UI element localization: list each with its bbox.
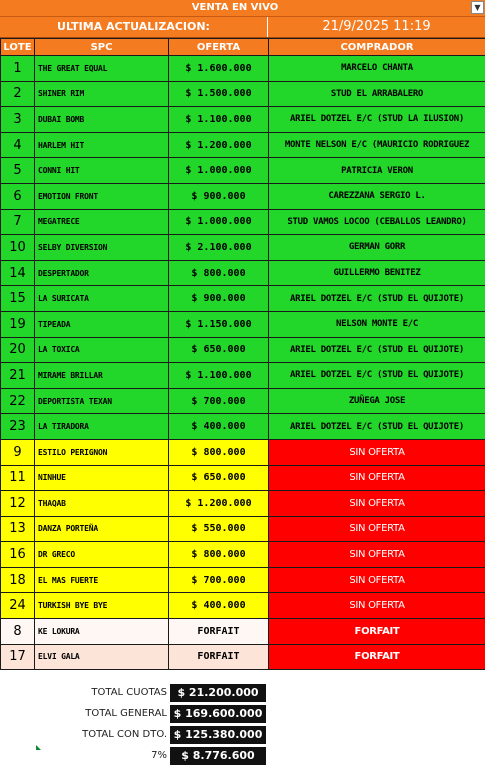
oferta-cell[interactable]: $ 2.100.000 [169, 235, 269, 261]
comprador-cell[interactable]: ARIEL DOTZEL E/C (STUD EL QUIJOTE) [269, 286, 485, 312]
lote-cell[interactable]: 12 [1, 491, 35, 517]
sales-table [0, 38, 485, 670]
total-cuotas-value[interactable]: $ 21.200.000 [170, 684, 266, 702]
table-row[interactable] [1, 286, 485, 312]
lote-cell[interactable]: 17 [1, 644, 35, 670]
lote-cell[interactable]: 21 [1, 363, 35, 389]
table-row[interactable] [1, 593, 485, 619]
lote-cell[interactable]: 8 [1, 619, 35, 645]
total-con-dto-value[interactable]: $ 125.380.000 [170, 726, 266, 744]
spc-cell[interactable]: ELVI GALA [35, 644, 169, 670]
lote-cell[interactable]: 6 [1, 183, 35, 209]
column-header-spc[interactable]: SPC [35, 39, 169, 56]
lote-cell[interactable]: 5 [1, 158, 35, 184]
spc-cell[interactable]: NINHUE [35, 465, 169, 491]
table-row[interactable] [1, 491, 485, 517]
totals-row [0, 683, 485, 703]
oferta-cell[interactable]: $ 1.000.000 [169, 158, 269, 184]
oferta-cell[interactable]: $ 400.000 [169, 414, 269, 440]
table-row[interactable] [1, 209, 485, 235]
lote-cell[interactable]: 10 [1, 235, 35, 261]
table-row[interactable] [1, 132, 485, 158]
table-row[interactable] [1, 311, 485, 337]
spc-cell[interactable]: CONNI HIT [35, 158, 169, 184]
lote-cell[interactable]: 3 [1, 107, 35, 133]
update-row [0, 17, 485, 38]
lote-cell[interactable]: 22 [1, 388, 35, 414]
spc-cell[interactable]: THAQAB [35, 491, 169, 517]
lote-cell[interactable]: 1 [1, 56, 35, 82]
total-cuotas-label: TOTAL CUOTAS [91, 687, 167, 698]
table-row[interactable] [1, 542, 485, 568]
table-row[interactable] [1, 81, 485, 107]
oferta-cell[interactable]: $ 800.000 [169, 260, 269, 286]
totals-row [0, 725, 485, 745]
oferta-cell[interactable]: $ 800.000 [169, 542, 269, 568]
table-row[interactable] [1, 107, 485, 133]
lote-cell[interactable]: 14 [1, 260, 35, 286]
spc-cell[interactable]: TIPEADA [35, 311, 169, 337]
total-con-dto-label: TOTAL CON DTO. [82, 729, 167, 740]
lote-cell[interactable]: 18 [1, 567, 35, 593]
spc-cell[interactable]: DR GRECO [35, 542, 169, 568]
table-row[interactable] [1, 235, 485, 261]
spc-cell[interactable]: ESTILO PERIGNON [35, 439, 169, 465]
table-row[interactable] [1, 439, 485, 465]
total-general-label: TOTAL GENERAL [85, 708, 167, 719]
table-row[interactable] [1, 465, 485, 491]
top-bar [0, 0, 485, 17]
comprador-cell[interactable]: MARCELO CHANTA [269, 56, 485, 82]
oferta-cell[interactable]: $ 700.000 [169, 567, 269, 593]
comprador-cell[interactable]: FORFAIT [269, 644, 485, 670]
oferta-cell[interactable]: $ 1.600.000 [169, 56, 269, 82]
table-row[interactable] [1, 158, 485, 184]
table-row[interactable] [1, 337, 485, 363]
comprador-cell[interactable]: FORFAIT [269, 619, 485, 645]
comprador-cell[interactable]: SIN OFERTA [269, 516, 485, 542]
comprador-cell[interactable]: ARIEL DOTZEL E/C (STUD LA ILUSION) [269, 107, 485, 133]
oferta-cell[interactable]: $ 900.000 [169, 183, 269, 209]
table-header-row [1, 39, 485, 56]
table-row[interactable] [1, 644, 485, 670]
spc-cell[interactable]: EL MAS FUERTE [35, 567, 169, 593]
comprador-cell[interactable]: GUILLERMO BENITEZ [269, 260, 485, 286]
percent-label: 7% [151, 750, 167, 761]
spc-cell[interactable]: LA TOXICA [35, 337, 169, 363]
chevron-down-icon[interactable]: ▼ [471, 1, 484, 14]
comprador-cell[interactable]: SIN OFERTA [269, 542, 485, 568]
comprador-cell[interactable]: GERMAN GORR [269, 235, 485, 261]
spc-cell[interactable]: DEPORTISTA TEXAN [35, 388, 169, 414]
oferta-cell[interactable]: FORFAIT [169, 644, 269, 670]
spc-cell[interactable]: LA TIRADORA [35, 414, 169, 440]
lote-cell[interactable]: 7 [1, 209, 35, 235]
spc-cell[interactable]: LA SURICATA [35, 286, 169, 312]
lote-cell[interactable]: 16 [1, 542, 35, 568]
comprador-cell[interactable]: SIN OFERTA [269, 567, 485, 593]
lote-cell[interactable]: 4 [1, 132, 35, 158]
comprador-cell[interactable]: ARIEL DOTZEL E/C (STUD EL QUIJOTE) [269, 363, 485, 389]
comprador-cell[interactable]: NELSON MONTE E/C [269, 311, 485, 337]
oferta-cell[interactable]: $ 1.200.000 [169, 132, 269, 158]
table-row[interactable] [1, 363, 485, 389]
percent-value[interactable]: $ 8.776.600 [170, 747, 266, 765]
oferta-cell[interactable]: $ 1.000.000 [169, 209, 269, 235]
comprador-cell[interactable]: ZUÑEGA JOSE [269, 388, 485, 414]
oferta-cell[interactable]: $ 650.000 [169, 337, 269, 363]
sheet-title: VENTA EN VIVO [191, 2, 279, 13]
oferta-cell[interactable]: $ 800.000 [169, 439, 269, 465]
lote-cell[interactable]: 19 [1, 311, 35, 337]
update-timestamp: 21/9/2025 11:19 [322, 19, 431, 34]
comprador-cell[interactable]: STUD EL ARRABALERO [269, 81, 485, 107]
comprador-cell[interactable]: SIN OFERTA [269, 465, 485, 491]
lote-cell[interactable]: 15 [1, 286, 35, 312]
table-row[interactable] [1, 567, 485, 593]
table-row[interactable] [1, 516, 485, 542]
lote-cell[interactable]: 23 [1, 414, 35, 440]
spc-cell[interactable]: SHINER RIM [35, 81, 169, 107]
table-row[interactable] [1, 414, 485, 440]
table-body [1, 56, 485, 670]
lote-cell[interactable]: 2 [1, 81, 35, 107]
total-general-value[interactable]: $ 169.600.000 [170, 705, 266, 723]
totals-row [0, 746, 485, 766]
spc-cell[interactable]: MEGATRECE [35, 209, 169, 235]
lote-cell[interactable]: 11 [1, 465, 35, 491]
spc-cell[interactable]: TURKISH BYE BYE [35, 593, 169, 619]
spc-cell[interactable]: DUBAI BOMB [35, 107, 169, 133]
comprador-cell[interactable]: PATRICIA VERON [269, 158, 485, 184]
cell-comment-indicator [36, 745, 41, 750]
oferta-cell[interactable]: $ 1.100.000 [169, 363, 269, 389]
column-header-comprador[interactable]: COMPRADOR [269, 39, 485, 56]
oferta-cell[interactable]: $ 400.000 [169, 593, 269, 619]
oferta-cell[interactable]: $ 1.500.000 [169, 81, 269, 107]
oferta-cell[interactable]: $ 700.000 [169, 388, 269, 414]
spc-cell[interactable]: EMOTION FRONT [35, 183, 169, 209]
table-row[interactable] [1, 260, 485, 286]
oferta-cell[interactable]: $ 550.000 [169, 516, 269, 542]
update-label: ULTIMA ACTUALIZACION: [0, 17, 268, 37]
oferta-cell[interactable]: $ 650.000 [169, 465, 269, 491]
oferta-cell[interactable]: $ 1.100.000 [169, 107, 269, 133]
column-header-lote[interactable]: LOTE [1, 39, 35, 56]
comprador-cell[interactable]: SIN OFERTA [269, 439, 485, 465]
comprador-cell[interactable]: CAREZZANA SERGIO L. [269, 183, 485, 209]
comprador-cell[interactable]: ARIEL DOTZEL E/C (STUD EL QUIJOTE) [269, 414, 485, 440]
comprador-cell[interactable]: ARIEL DOTZEL E/C (STUD EL QUIJOTE) [269, 337, 485, 363]
lote-cell[interactable]: 20 [1, 337, 35, 363]
lote-cell[interactable]: 24 [1, 593, 35, 619]
lote-cell[interactable]: 9 [1, 439, 35, 465]
table-row[interactable] [1, 56, 485, 82]
spc-cell[interactable]: MIRAME BRILLAR [35, 363, 169, 389]
spc-cell[interactable]: KE LOKURA [35, 619, 169, 645]
oferta-cell[interactable]: $ 1.200.000 [169, 491, 269, 517]
oferta-cell[interactable]: $ 900.000 [169, 286, 269, 312]
oferta-cell[interactable]: FORFAIT [169, 619, 269, 645]
lote-cell[interactable]: 13 [1, 516, 35, 542]
spc-cell[interactable]: THE GREAT EQUAL [35, 56, 169, 82]
spc-cell[interactable]: DESPERTADOR [35, 260, 169, 286]
spc-cell[interactable]: SELBY DIVERSION [35, 235, 169, 261]
spc-cell[interactable]: HARLEM HIT [35, 132, 169, 158]
comprador-cell[interactable]: MONTE NELSON E/C (MAURICIO RODRIGUEZ [269, 132, 485, 158]
comprador-cell[interactable]: SIN OFERTA [269, 491, 485, 517]
table-row[interactable] [1, 619, 485, 645]
column-header-oferta[interactable]: OFERTA [169, 39, 269, 56]
spc-cell[interactable]: DANZA PORTEÑA [35, 516, 169, 542]
comprador-cell[interactable]: SIN OFERTA [269, 593, 485, 619]
totals-row [0, 704, 485, 724]
comprador-cell[interactable]: STUD VAMOS LOCOO (CEBALLOS LEANDRO) [269, 209, 485, 235]
table-row[interactable] [1, 388, 485, 414]
oferta-cell[interactable]: $ 1.150.000 [169, 311, 269, 337]
table-row[interactable] [1, 183, 485, 209]
